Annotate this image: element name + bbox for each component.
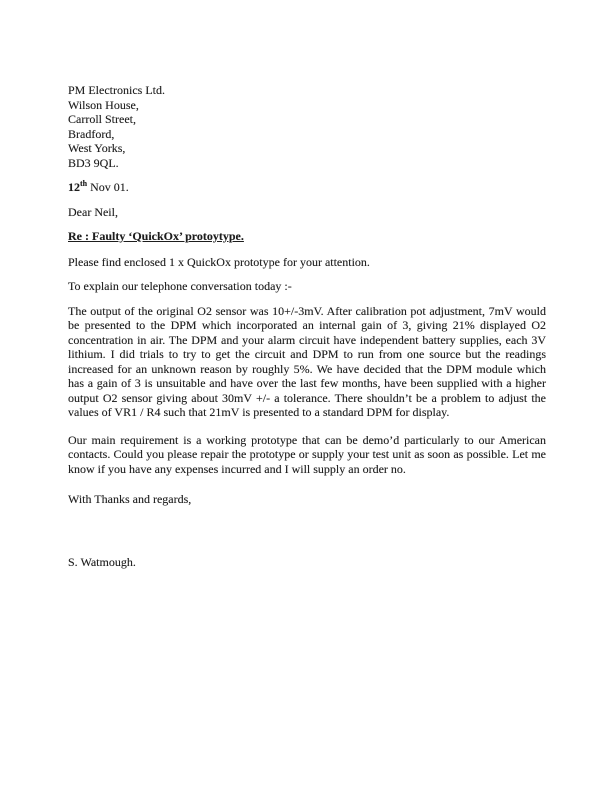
subject-line — [68, 229, 546, 244]
sender-address-line-house: Wilson House, — [68, 97, 139, 112]
date-rest: Nov 01. — [87, 180, 129, 194]
date-line — [68, 180, 546, 195]
intro-line: Please find enclosed 1 x QuickOx prototype for your attention. — [68, 254, 370, 269]
sender-address — [68, 83, 546, 170]
letter-content — [68, 83, 546, 579]
closing-line: With Thanks and regards, — [68, 492, 192, 506]
lead-in-line: To explain our telephone conversation today :- — [68, 279, 292, 293]
sender-address-line-city: Bradford, — [68, 126, 115, 141]
body-paragraph-1: The output of the original O2 sensor was 10+/-3mV. After calibration pot adjustment, 7mV would be presented to the DPM which incorporated an internal gain of 3, giving 21% displayed O2 concentration in air. The DPM and your alarm circuit have independent battery supplies, each 3V lithium. I did trials to try to get the circuit and DPM to run from one source but the readings increased for an unknown reason by roughly 5%. We have decided that the DPM module which has a gain of 3 is unsuitable and have over the last few months, have been supplied with a higher output O2 sensor giving about 30mV +/- a tolerance. There shouldn’t be a problem to adjust the values of VR1 / R4 such that 21mV is presented to a standard DPM for display. — [68, 303, 546, 419]
date-ordinal: th — [80, 179, 88, 188]
sender-address-line-company: PM Electronics Ltd. — [68, 83, 165, 97]
sender-address-line-postcode: BD3 9QL. — [68, 155, 119, 170]
body-paragraph-2: Our main requirement is a working prototype that can be demo’d particularly to our American contacts. Could you please repair the prototype or supply your test unit as soon as possible. Let me know if you have any expenses incurred and I will supply an order no. — [68, 432, 546, 476]
salutation: Dear Neil, — [68, 204, 118, 219]
sender-address-line-street: Carroll Street, — [68, 112, 136, 126]
date-day: 12 — [68, 180, 80, 194]
signature-name: S. Watmough. — [68, 554, 136, 569]
subject-text: Re : Faulty ‘QuickOx’ protoytype. — [68, 229, 244, 243]
sender-address-line-county: West Yorks, — [68, 141, 126, 155]
